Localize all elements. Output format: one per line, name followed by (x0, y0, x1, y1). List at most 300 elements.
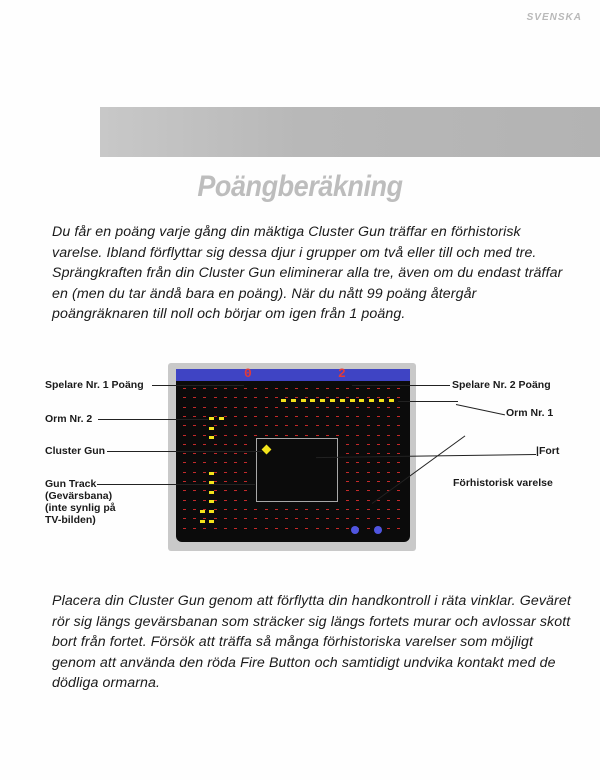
scoring-paragraph: Du får en poäng varje gång din mäktiga Cluster Gun träffar en förhistorisk varelse. Ibland förflyttar sig dessa djur i grupper om två eller till och med tre. Sprängkraften från din Cluster Gun eliminerar alla tre, även om du endast träffar en (men du tar ändå bara en poäng). När du nått 99 poäng återgår poängräknaren till noll och börjar om igen från 1 poäng. (52, 224, 563, 322)
label-creature: Förhistorisk varelse (453, 477, 553, 489)
playfield-dot (367, 481, 370, 482)
playfield-dot (244, 435, 247, 436)
playfield-dot (387, 435, 390, 436)
leader-line (456, 404, 505, 415)
playfield-dot (193, 425, 196, 426)
playfield-dot (336, 416, 339, 417)
playfield-dot (367, 388, 370, 389)
playfield-dot (356, 500, 359, 501)
playfield-dot (214, 528, 217, 529)
playfield-dot (367, 500, 370, 501)
playfield-dot (193, 509, 196, 510)
playfield-dot (254, 509, 257, 510)
playfield-dot (193, 500, 196, 501)
playfield-dot (244, 500, 247, 501)
playfield-dot (183, 500, 186, 501)
playfield-dot (326, 407, 329, 408)
playfield-dot (193, 453, 196, 454)
playfield-dot (254, 397, 257, 398)
player1-score-value: 0 (244, 366, 252, 381)
playfield-dot (397, 453, 400, 454)
playfield-dot (214, 416, 217, 417)
playfield-dot (275, 388, 278, 389)
playfield-dot (254, 416, 257, 417)
playfield-dot (183, 444, 186, 445)
playfield-dot (224, 416, 227, 417)
playfield-dot (183, 388, 186, 389)
playfield-dot (193, 407, 196, 408)
playfield-dot (224, 500, 227, 501)
prehistoric-creature (351, 526, 359, 534)
playfield-dot (193, 472, 196, 473)
worm-segment (209, 520, 214, 523)
playfield-dot (387, 462, 390, 463)
playfield-dot (234, 509, 237, 510)
playfield-dot (183, 462, 186, 463)
playfield-dot (234, 500, 237, 501)
playfield-dot (305, 407, 308, 408)
worm-segment (281, 399, 286, 402)
playfield-dot (367, 528, 370, 529)
playfield-dot (295, 416, 298, 417)
playfield-dot (254, 518, 257, 519)
playfield-dot (367, 453, 370, 454)
playfield-dot (265, 397, 268, 398)
playfield-dot (244, 416, 247, 417)
worm-segment (359, 399, 364, 402)
playfield-dot (265, 416, 268, 417)
playfield-dot (265, 528, 268, 529)
playfield-dot (367, 425, 370, 426)
playfield-dot (275, 416, 278, 417)
playfield-dot (244, 397, 247, 398)
prehistoric-creature (374, 526, 382, 534)
playfield-dot (234, 528, 237, 529)
playfield-dot (285, 528, 288, 529)
playfield-dot (295, 407, 298, 408)
worm-segment (369, 399, 374, 402)
playfield-dot (346, 435, 349, 436)
label-worm2: Orm Nr. 2 (45, 413, 93, 425)
playfield-dot (336, 425, 339, 426)
worm-segment (209, 491, 214, 494)
playfield-dot (224, 407, 227, 408)
playfield-dot (183, 453, 186, 454)
label-gun-track: Gun Track (Gevärsbana) (inte synlig på TV-bilden) (45, 478, 116, 526)
playfield-dot (397, 444, 400, 445)
playfield-dot (305, 518, 308, 519)
playfield-dot (377, 490, 380, 491)
playfield-dot (356, 518, 359, 519)
playfield-dot (397, 490, 400, 491)
playfield-dot (224, 528, 227, 529)
playfield-dot (305, 528, 308, 529)
playfield-dot (275, 518, 278, 519)
playfield-dot (346, 509, 349, 510)
playfield-dot (387, 453, 390, 454)
playfield-dot (203, 472, 206, 473)
playfield-dot (244, 388, 247, 389)
playfield-dot (316, 416, 319, 417)
playfield-dot (183, 518, 186, 519)
playfield-dot (326, 435, 329, 436)
playfield-dot (203, 425, 206, 426)
playfield-dot (356, 509, 359, 510)
playfield-dot (275, 425, 278, 426)
playfield-dot (244, 472, 247, 473)
playfield-dot (367, 509, 370, 510)
playfield-dot (305, 435, 308, 436)
playfield-dot (234, 462, 237, 463)
playfield-dot (234, 388, 237, 389)
playfield-dot (305, 397, 308, 398)
playfield-dot (336, 407, 339, 408)
playfield-dot (244, 509, 247, 510)
playfield-dot (214, 481, 217, 482)
playfield-dot (367, 435, 370, 436)
leader-line (398, 401, 458, 402)
playfield-dot (377, 435, 380, 436)
playfield-dot (224, 462, 227, 463)
playfield-dot (336, 509, 339, 510)
playfield-dot (234, 472, 237, 473)
playfield-dot (254, 388, 257, 389)
playfield-dot (397, 397, 400, 398)
playfield-dot (285, 435, 288, 436)
worm-segment (350, 399, 355, 402)
playfield-dot (275, 509, 278, 510)
playfield-dot (295, 518, 298, 519)
playfield-dot (346, 490, 349, 491)
playfield-dot (346, 472, 349, 473)
playfield-dot (367, 416, 370, 417)
playfield-dot (397, 472, 400, 473)
playfield-dot (203, 462, 206, 463)
label-player2-score: Spelare Nr. 2 Poäng (452, 379, 551, 391)
worm-segment (209, 500, 214, 503)
playfield-dot (203, 388, 206, 389)
playfield-dot (265, 388, 268, 389)
playfield-dot (367, 518, 370, 519)
playfield-dot (316, 397, 319, 398)
playfield-dot (224, 425, 227, 426)
playfield-dot (326, 425, 329, 426)
playfield-dot (275, 528, 278, 529)
playfield-dot (254, 435, 257, 436)
playfield-dot (346, 500, 349, 501)
playfield-dot (203, 481, 206, 482)
playfield-dot (336, 435, 339, 436)
playfield-dot (377, 509, 380, 510)
playfield-dot (377, 472, 380, 473)
playfield-dot (214, 453, 217, 454)
playfield-dot (275, 397, 278, 398)
playfield-dot (244, 481, 247, 482)
playfield-dot (254, 528, 257, 529)
playfield-dot (214, 518, 217, 519)
playfield-dot (193, 481, 196, 482)
playfield-dot (214, 444, 217, 445)
playfield-dot (285, 509, 288, 510)
playfield-dot (265, 509, 268, 510)
playfield-dot (193, 397, 196, 398)
playfield-dot (183, 407, 186, 408)
worm-segment (389, 399, 394, 402)
playfield-dot (326, 416, 329, 417)
playfield-dot (387, 500, 390, 501)
worm-segment (340, 399, 345, 402)
playfield-dot (336, 397, 339, 398)
playfield-dot (387, 388, 390, 389)
playfield-dot (377, 425, 380, 426)
playfield-dot (244, 444, 247, 445)
playfield-dot (214, 490, 217, 491)
playfield-dot (356, 490, 359, 491)
playfield-dot (234, 444, 237, 445)
playfield-dot (183, 528, 186, 529)
playfield-dot (275, 435, 278, 436)
playfield-dot (193, 388, 196, 389)
playfield-dot (295, 509, 298, 510)
playfield-dot (377, 518, 380, 519)
playfield-dot (387, 509, 390, 510)
playfield-dot (244, 528, 247, 529)
score-bar (176, 369, 410, 381)
playfield-dot (397, 518, 400, 519)
playfield-dot (316, 425, 319, 426)
playfield-dot (183, 425, 186, 426)
playfield-dot (346, 453, 349, 454)
label-cluster-gun: Cluster Gun (45, 445, 106, 457)
playfield-dot (316, 528, 319, 529)
playfield-dot (377, 462, 380, 463)
playfield-dot (387, 444, 390, 445)
playfield-dot (285, 416, 288, 417)
playfield-dot (377, 453, 380, 454)
playfield-dot (203, 397, 206, 398)
playfield-dot (244, 490, 247, 491)
playfield-dot (377, 416, 380, 417)
playfield-dot (214, 500, 217, 501)
playfield-dot (203, 444, 206, 445)
playfield-dot (254, 407, 257, 408)
playfield-dot (316, 407, 319, 408)
worm-segment (209, 472, 214, 475)
playfield-dot (183, 509, 186, 510)
playfield-dot (387, 528, 390, 529)
playfield-dot (387, 481, 390, 482)
playfield-dot (234, 425, 237, 426)
playfield-dot (356, 444, 359, 445)
playfield-dot (356, 462, 359, 463)
playfield-dot (234, 490, 237, 491)
worm-segment (310, 399, 315, 402)
leader-line (107, 451, 262, 452)
worm-segment (330, 399, 335, 402)
playfield-dot (214, 425, 217, 426)
playfield-dot (397, 416, 400, 417)
worm-segment (209, 427, 214, 430)
playfield-dot (367, 472, 370, 473)
playfield-dot (224, 435, 227, 436)
leader-line (97, 484, 255, 485)
worm-segment (301, 399, 306, 402)
playfield-dot (193, 444, 196, 445)
playfield-dot (295, 425, 298, 426)
playfield-dot (397, 509, 400, 510)
playfield-dot (326, 528, 329, 529)
playfield-dot (346, 416, 349, 417)
playfield-dot (336, 528, 339, 529)
playfield-dot (203, 435, 206, 436)
playfield-dot (214, 435, 217, 436)
playfield-dot (305, 425, 308, 426)
playfield-dot (367, 490, 370, 491)
playfield-dot (203, 528, 206, 529)
playfield-dot (203, 407, 206, 408)
playfield-dot (244, 462, 247, 463)
playfield-dot (224, 509, 227, 510)
playfield-dot (214, 388, 217, 389)
playfield-dot (183, 416, 186, 417)
playfield-dot (224, 397, 227, 398)
worm-segment (209, 417, 214, 420)
playfield-dot (254, 425, 257, 426)
playfield-dot (183, 435, 186, 436)
worm-segment (291, 399, 296, 402)
playfield-dot (316, 435, 319, 436)
playfield-dot (244, 518, 247, 519)
playfield-dot (203, 416, 206, 417)
playfield-dot (265, 425, 268, 426)
playfield-dot (183, 397, 186, 398)
playfield-dot (244, 453, 247, 454)
worm-segment (209, 510, 214, 513)
playfield-dot (316, 509, 319, 510)
playfield-dot (214, 397, 217, 398)
playfield-dot (193, 416, 196, 417)
playfield-dot (346, 407, 349, 408)
worm-segment (320, 399, 325, 402)
playfield-dot (387, 416, 390, 417)
playfield-dot (326, 397, 329, 398)
playfield-dot (224, 472, 227, 473)
playfield-dot (234, 407, 237, 408)
playfield-dot (234, 518, 237, 519)
playfield-dot (326, 518, 329, 519)
playfield-dot (265, 407, 268, 408)
playfield-dot (367, 407, 370, 408)
playfield-dot (295, 388, 298, 389)
leader-line (352, 385, 450, 386)
gray-header-band (100, 107, 600, 157)
playfield-dot (367, 444, 370, 445)
playfield-dot (305, 388, 308, 389)
playfield-dot (397, 528, 400, 529)
playfield-dot (397, 425, 400, 426)
playfield-dot (234, 435, 237, 436)
playfield-dot (356, 453, 359, 454)
playfield-dot (285, 518, 288, 519)
playfield-dot (397, 500, 400, 501)
playfield-dot (356, 388, 359, 389)
playfield-dot (244, 407, 247, 408)
playfield-dot (275, 407, 278, 408)
playfield-dot (326, 388, 329, 389)
playfield-dot (193, 518, 196, 519)
playfield-dot (203, 500, 206, 501)
playfield-dot (346, 444, 349, 445)
playfield-dot (397, 435, 400, 436)
playfield-dot (295, 435, 298, 436)
playfield-dot (367, 462, 370, 463)
language-tag: SVENSKA (526, 12, 582, 23)
playfield-dot (183, 472, 186, 473)
playfield-dot (183, 481, 186, 482)
playfield-dot (346, 518, 349, 519)
playfield-dot (387, 407, 390, 408)
worm-segment (200, 510, 205, 513)
playfield-dot (214, 509, 217, 510)
playfield-dot (356, 416, 359, 417)
playfield-dot (326, 509, 329, 510)
worm-segment (379, 399, 384, 402)
playfield-dot (224, 490, 227, 491)
playfield-dot (295, 528, 298, 529)
playfield-dot (387, 425, 390, 426)
playfield-dot (193, 435, 196, 436)
label-fort: |Fort (536, 445, 560, 457)
playfield-dot (234, 416, 237, 417)
playfield-dot (234, 397, 237, 398)
playfield-dot (346, 462, 349, 463)
playfield-dot (336, 518, 339, 519)
leader-line (152, 385, 244, 386)
playfield-dot (224, 453, 227, 454)
playfield-dot (224, 518, 227, 519)
playfield-dot (193, 462, 196, 463)
playfield-dot (387, 518, 390, 519)
playfield-dot (265, 435, 268, 436)
leader-line (98, 419, 208, 420)
playfield-dot (224, 388, 227, 389)
playfield-dot (346, 425, 349, 426)
worm-segment (209, 436, 214, 439)
worm-segment (200, 520, 205, 523)
playfield-dot (346, 388, 349, 389)
playfield-dot (356, 407, 359, 408)
playfield-dot (203, 453, 206, 454)
player2-score-value: 2 (338, 366, 346, 381)
playfield-dot (377, 407, 380, 408)
playfield-dot (224, 444, 227, 445)
playfield-dot (193, 528, 196, 529)
playfield-dot (203, 490, 206, 491)
playfield-dot (316, 388, 319, 389)
playfield-dot (356, 425, 359, 426)
playfield-dot (285, 407, 288, 408)
playfield-dot (285, 388, 288, 389)
playfield-dot (265, 518, 268, 519)
playfield-dot (193, 490, 196, 491)
playfield-dot (397, 407, 400, 408)
playfield-dot (387, 472, 390, 473)
playfield-dot (234, 481, 237, 482)
gameplay-paragraph: Placera din Cluster Gun genom att förflytta din handkontroll i räta vinklar. Geväret rör sig längs gevärsbanan som sträcker sig längs fortets murar och avlossar skott bort från fortet. Försök att träffa så många förhistoriska varelser som möjligt genom att använda den röda Fire Button och samtidigt undvika kontakt med de dödliga ormarna. (52, 593, 571, 691)
playfield-dot (377, 481, 380, 482)
playfield-dot (234, 453, 237, 454)
label-worm1: Orm Nr. 1 (506, 407, 554, 419)
